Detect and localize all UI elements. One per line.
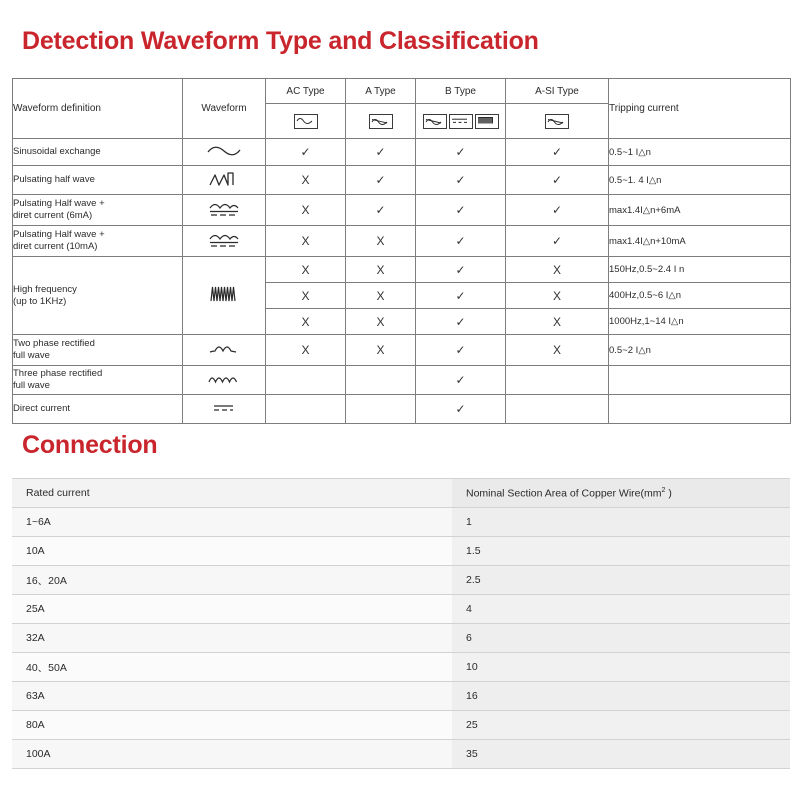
row-definition-line1: Pulsating Half wave + — [13, 198, 105, 209]
mark-asi: X — [506, 257, 609, 283]
header-nominal-area-text: Nominal Section Area of Copper Wire(mm — [466, 487, 662, 500]
row-definition-high-frequency — [13, 257, 183, 335]
mark-a: ✓ — [346, 195, 416, 226]
connection-table — [12, 478, 790, 769]
table-row — [12, 740, 790, 769]
header-waveform-definition: Waveform definition — [13, 79, 183, 139]
nominal-area-value: 4 — [452, 595, 790, 624]
mark-b: ✓ — [416, 195, 506, 226]
mark-ac: X — [266, 195, 346, 226]
pulsating-plus-dc-icon — [183, 226, 266, 257]
mark-b: ✓ — [416, 309, 506, 335]
nominal-area-value: 35 — [452, 740, 790, 769]
mark-b: ✓ — [416, 335, 506, 366]
header-tripping-current: Tripping current — [609, 79, 791, 139]
table-row — [12, 711, 790, 740]
header-ac-icon-cell — [266, 104, 346, 139]
mark-asi: ✓ — [506, 166, 609, 195]
row-definition — [13, 195, 183, 226]
table-row — [12, 508, 790, 537]
header-waveform: Waveform — [183, 79, 266, 139]
table-row — [13, 166, 791, 195]
mark-a: ✓ — [346, 166, 416, 195]
mark-asi: ✓ — [506, 195, 609, 226]
mark-ac — [266, 366, 346, 395]
smooth-dc-icon — [475, 114, 499, 129]
row-definition-line1: Three phase rectified — [13, 368, 103, 379]
table-row — [13, 257, 791, 283]
mark-ac: X — [266, 257, 346, 283]
table-header-row-types — [13, 79, 791, 104]
dashed-dc-icon — [449, 114, 473, 129]
mark-ac: X — [266, 166, 346, 195]
row-definition: Pulsating half wave — [13, 166, 183, 195]
tripping-current-value: max1.4I△n+10mA — [609, 226, 791, 257]
tripping-current-value — [609, 395, 791, 424]
row-definition-line1: High frequency — [13, 283, 77, 295]
table-row — [12, 682, 790, 711]
rated-current-value: 80A — [12, 711, 452, 740]
table-row — [13, 226, 791, 257]
mark-a — [346, 366, 416, 395]
table-row — [12, 566, 790, 595]
header-rated-current: Rated current — [12, 479, 452, 508]
header-a-type: A Type — [346, 79, 416, 104]
tripping-current-value — [609, 366, 791, 395]
direct-current-icon — [183, 395, 266, 424]
table-row — [13, 195, 791, 226]
rated-current-value: 40、50A — [12, 653, 452, 682]
tripping-current-value: 0.5~2 I△n — [609, 335, 791, 366]
row-definition-line1: Two phase rectified — [13, 338, 95, 349]
two-phase-rectified-icon — [183, 335, 266, 366]
rated-current-value: 10A — [12, 537, 452, 566]
rated-current-value: 100A — [12, 740, 452, 769]
nominal-area-value: 2.5 — [452, 566, 790, 595]
mark-asi: X — [506, 335, 609, 366]
tripping-current-value: 150Hz,0.5~2.4 I n — [609, 257, 791, 283]
row-definition-line2: (up to 1KHz) — [13, 295, 67, 307]
pulsating-half-wave-icon — [183, 166, 266, 195]
table-row — [13, 366, 791, 395]
mark-asi: ✓ — [506, 139, 609, 166]
row-definition-line2: diret current (6mA) — [13, 210, 93, 221]
nominal-area-value: 6 — [452, 624, 790, 653]
row-definition-line1: Pulsating Half wave + — [13, 229, 105, 240]
rated-current-value: 1~6A — [12, 508, 452, 537]
rated-current-value: 32A — [12, 624, 452, 653]
table-row — [12, 624, 790, 653]
rated-current-value: 25A — [12, 595, 452, 624]
mark-asi: X — [506, 283, 609, 309]
table-row — [12, 537, 790, 566]
sine-wave-icon — [294, 114, 318, 129]
row-definition-line2: diret current (10mA) — [13, 241, 98, 252]
mark-asi — [506, 366, 609, 395]
pulsating-dc-icon — [545, 114, 569, 129]
table-row — [13, 139, 791, 166]
mark-b: ✓ — [416, 139, 506, 166]
mark-ac: X — [266, 283, 346, 309]
pulsating-dc-icon — [369, 114, 393, 129]
mark-a — [346, 395, 416, 424]
header-b-type: B Type — [416, 79, 506, 104]
connection-header-row — [12, 479, 790, 508]
header-asi-icon-cell — [506, 104, 609, 139]
mark-a: X — [346, 283, 416, 309]
tripping-current-value: max1.4I△n+6mA — [609, 195, 791, 226]
sine-wave-waveform-icon — [183, 139, 266, 166]
row-definition: Sinusoidal exchange — [13, 139, 183, 166]
tripping-current-value: 400Hz,0.5~6 I△n — [609, 283, 791, 309]
tripping-current-value: 0.5~1. 4 I△n — [609, 166, 791, 195]
mark-b: ✓ — [416, 166, 506, 195]
header-ac-type: AC Type — [266, 79, 346, 104]
mark-a: X — [346, 335, 416, 366]
table-row — [12, 595, 790, 624]
header-nominal-area-suffix: ) — [665, 487, 672, 500]
table-row — [13, 395, 791, 424]
table-row — [12, 653, 790, 682]
mark-a: X — [346, 257, 416, 283]
row-definition-line2: full wave — [13, 380, 50, 391]
mark-ac: ✓ — [266, 139, 346, 166]
mark-ac: X — [266, 226, 346, 257]
mark-b: ✓ — [416, 257, 506, 283]
mark-a: X — [346, 309, 416, 335]
mark-asi: X — [506, 309, 609, 335]
high-frequency-icon — [183, 257, 266, 335]
three-phase-rectified-icon — [183, 366, 266, 395]
row-definition — [13, 366, 183, 395]
nominal-area-value: 1 — [452, 508, 790, 537]
nominal-area-value: 25 — [452, 711, 790, 740]
tripping-current-value: 1000Hz,1~14 I△n — [609, 309, 791, 335]
mark-ac — [266, 395, 346, 424]
mark-b: ✓ — [416, 226, 506, 257]
waveform-classification-table — [12, 78, 791, 424]
mark-a: X — [346, 226, 416, 257]
nominal-area-value: 1.5 — [452, 537, 790, 566]
header-nominal-area — [452, 479, 790, 508]
mark-asi — [506, 395, 609, 424]
header-a-icon-cell — [346, 104, 416, 139]
mark-ac: X — [266, 309, 346, 335]
mark-a: ✓ — [346, 139, 416, 166]
nominal-area-value: 16 — [452, 682, 790, 711]
mark-asi: ✓ — [506, 226, 609, 257]
nominal-area-value: 10 — [452, 653, 790, 682]
pulsating-dc-icon — [423, 114, 447, 129]
connection-section-title: Connection — [22, 431, 158, 459]
row-definition — [13, 335, 183, 366]
rated-current-value: 16、20A — [12, 566, 452, 595]
header-nominal-area-superscript: 2 — [661, 486, 666, 494]
waveform-section-title: Detection Waveform Type and Classification — [22, 27, 539, 55]
table-row — [13, 335, 791, 366]
rated-current-value: 63A — [12, 682, 452, 711]
mark-b: ✓ — [416, 395, 506, 424]
mark-b: ✓ — [416, 366, 506, 395]
row-definition — [13, 226, 183, 257]
header-b-icon-cell — [416, 104, 506, 139]
pulsating-plus-dc-icon — [183, 195, 266, 226]
header-asi-type: A-SI Type — [506, 79, 609, 104]
tripping-current-value: 0.5~1 I△n — [609, 139, 791, 166]
mark-ac: X — [266, 335, 346, 366]
row-definition: Direct current — [13, 395, 183, 424]
row-definition-line2: full wave — [13, 350, 50, 361]
mark-b: ✓ — [416, 283, 506, 309]
